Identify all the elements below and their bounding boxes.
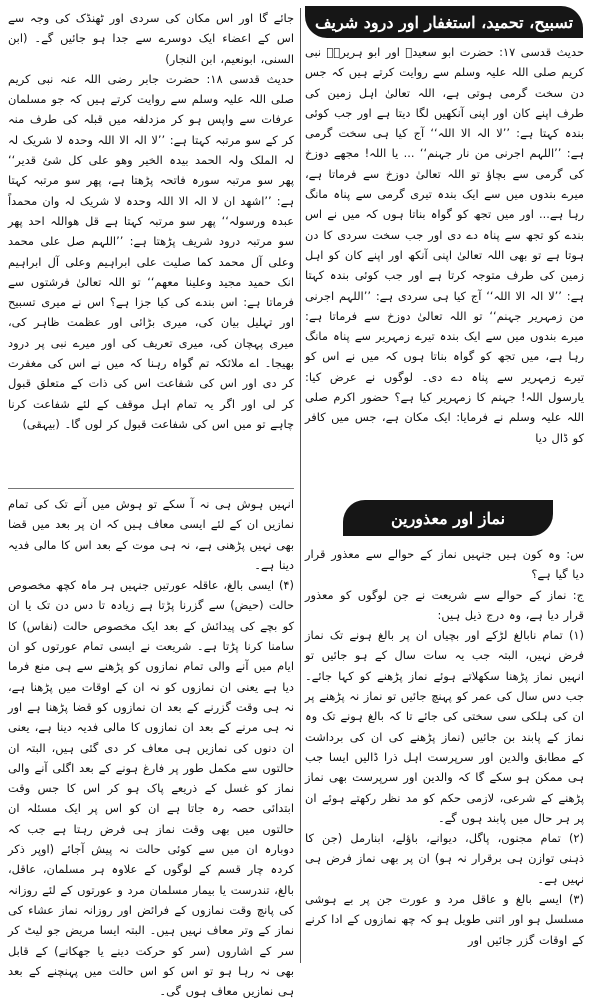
question-text: س: وہ کون ہیں جنہیں نماز کے حوالے سے معذور قرار دیا گیا ہے؟ (305, 547, 584, 582)
section-divider (8, 488, 294, 489)
item-2-insane: (۲) تمام مجنوں، پاگل، دیوانے، باؤلے، ابنارمل (جن کا ذہنی توازن ہی برقرار نہ ہو) ان پر بھی نماز فرض ہی نہیں ہے۔ (305, 831, 584, 886)
section-heading-tasbeeh (305, 6, 583, 38)
section-heading-text: نماز اور معذورین (390, 508, 506, 528)
item-3-unconscious: (۳) ایسے بالغ و عاقل مرد و عورت جن پر بے ہوشی مسلسل ہو اور اتنی طویل ہو کہ چھ نمازوں کے ادا کرنے کے اوقات گزر جائیں اور (305, 892, 584, 947)
hadith-17-paragraph: حدیث قدسی ۱۷: حضرت ابو سعیدؓ اور ابو ہریرہؓ نبی کریم صلی اللہ علیہ وسلم سے روایت کرتے ہیں کہ جس دن سخت گرمی ہوتی ہے، اللہ تعالیٰ اہل زمین کی طرف اپنے کان اور اپنی آنکھیں لگا دیتا ہے اور جب کوئی بندہ کہتا ہے: ’’لا الہ الا اللہ‘‘ آج کیا ہی سخت گرمی ہے: ’’اللہم اجرنی من نار جہنم‘‘ ... یا اللہ! مجھے دوزخ کی گرمی سے بچاؤ تو اللہ تعالیٰ دوزخ سے فرماتا ہے، میرے بندوں میں سے ایک بندہ تیری گرمی سے پناہ مانگ رہا ہے... اور میں تجھ کو گواہ بناتا ہوں کہ میں نے اس بندے کو تجھ سے پناہ دے دی اور جب سخت سردی کا دن ہوتا ہے تو بھی اللہ تعالیٰ اپنی آنکھ اور اپنے کان کو اہل زمین کی طرف متوجہ کرتا ہے اور جب کوئی بندہ کہتا ہے: ’’لا الہ الا اللہ‘‘ آج کیا ہی سردی ہے: ’’اللہم اجرنی من زمہریر جہنم‘‘ تو اللہ تعالیٰ دوزخ سے فرماتا ہے: میرے بندوں میں سے ایک بندہ تیرے زمہریر سے پناہ مانگ رہا ہے، میں تجھ کو گواہ بناتا ہوں کہ میں نے اس کو تیرے زمہریر سے پناہ دے دی۔ لوگوں نے عرض کیا: یارسول اللہ! جہنم کا زمہریر کیا ہے؟ حضور اکرم صلی اللہ علیہ وسلم نے فرمایا: ایک مکان ہے، جس میں کافر کو ڈال دیا (305, 45, 584, 445)
answer-intro: ج: نماز کے حوالے سے شریعت نے جن لوگوں کو معذور قرار دیا ہے، وہ درج ذیل ہیں: (305, 587, 584, 622)
section-heading-namaz (343, 500, 553, 536)
item-4-women: (۴) ایسی بالغ، عاقلہ عورتیں جنہیں ہر ماہ کچھ مخصوص حالت (حیض) سے گزرنا پڑتا ہے زیادہ تا دس دن تک یا ان کو بچے کی پیدائش کے بعد ایک مخصوص حالت (نفاس) کا سامنا کرنا پڑتا ہے۔ شریعت نے ایسی تمام عورتوں کو ان ایام میں آنے والی تمام نمازوں کو پڑھنے سے ہی منع فرما دیا ہے یعنی ان نمازوں کو نہ ان کے اوقات میں پڑھنا ہے، نہ ہی وقت گزرنے کے بعد ان نمازوں کو قضا پڑھنا ہے اور نہ ہی مرنے کے بعد ان نمازوں کا مالی فدیہ دینا ہے، یعنی ان دنوں کی نمازیں ہی معاف کر دی گئی ہیں، البتہ ان حالتوں سے مکمل طور پر فارغ ہونے کے بعد اگلی آنے والی نماز کو غسل کے ذریعے پاک ہو کر اس کا جس وقت ابتدائی حصہ رہ جاتا ہے ان کو اس پر ایک مسئلہ ان حالتوں میں بھی وقت نماز ہی فرض رہتا ہے جب کہ دوبارہ ان میں سے کوئی حالت نہ پیش آجائے (اوپر ذکر کردہ چار قسم کے لوگوں کے علاوہ ہر مسلمان، عاقل، بالغ، تندرست یا بیمار مسلمان مرد و عورتوں کے لئے روزانہ کی پانچ وقت نمازوں کے فرائض اور روزانہ نماز عشاء کی نماز کے وتر معاف نہیں ہیں۔ البتہ ایسا مریض جو لیٹ کر سر کے اشاروں (سر کو حرکت دینے یا جھکانے) کے قابل بھی نہ رہا ہو تو اس کو اس حالت میں پہنچنے کے بعد ہی نمازیں معاف ہوں گی۔ (8, 578, 294, 999)
left-column-top (8, 8, 294, 486)
hadith-17-ending: جائے گا اور اس مکان کی سردی اور ٹھنڈک کی وجہ سے اس کے اعضاء ایک دوسرے سے جدا ہو جائیں گے۔ (ابن السنی، ابونعیم، ابن النجار) (8, 11, 294, 66)
right-column-top (305, 42, 584, 488)
left-column-bottom (8, 494, 294, 999)
hadith-18-paragraph: حدیث قدسی ۱۸: حضرت جابر رضی اللہ عنہ نبی کریم صلی اللہ علیہ وسلم سے روایت کرتے ہیں کہ جو مسلمان عرفات سے واپس ہو کر مزدلفہ میں قبلہ کی طرف منہ کر کے سو مرتبہ کہتا ہے: ’’لا الہ الا اللہ وحدہ لا شریک لہ لہ الملک ولہ الحمد بیدہ الخیر وھو علی کل شیٔ قدیر‘‘ پھر سو مرتبہ سورہ فاتحہ پڑھتا ہے، پھر سو مرتبہ کہتا ہے: ’’اشھد ان لا الہ الا اللہ وحدہ لا شریک لہ وان محمداً عبدہ ورسولہ‘‘ پھر سو مرتبہ کہتا ہے قل ھواللہ احد پھر سو مرتبہ درود شریف پڑھتا ہے: ’’اللہم صل علی محمد وعلی آل محمد کما صلیت علی ابراہیم وعلی آل ابراہیم انک حمید مجید وعلینا معھم‘‘ تو اللہ تعالیٰ فرشتوں سے فرماتا ہے: اس بندے کی کیا جزا ہے؟ اس نے میری تسبیح اور تہلیل بیان کی، میری بڑائی اور عظمت ظاہر کی، میری پہچان کی، میری تعریف کی اور میرے نبی پر درود بھیجا۔ اے ملائکہ تم گواہ رہنا کہ میں نے اس کی مغفرت کر دی اور اس کی شفاعت اس کی ذات کے متعلق قبول کر لی اور اگر یہ تمام اہل موقف کے لئے شفاعت کرنا چاہے تو میں اس کی شفاعت قبول کر لوں گا۔ (بیہقی) (8, 71, 295, 431)
column-divider (300, 8, 301, 963)
right-column-bottom (305, 544, 584, 964)
section-heading-text: تسبیح، تحمید، استغفار اور درود شریف (314, 12, 574, 32)
item-3-continued: انہیں ہوش ہی نہ آ سکے تو ہوش میں آنے تک کی تمام نمازیں ان کے لئے ایسی معاف ہیں کہ ان پر بعد میں قضا بھی نہیں پڑھنی ہے، نہ ہی موت کے بعد اس کا مالی فدیہ دینا ہے۔ (8, 497, 294, 572)
item-1-minors: (۱) تمام نابالغ لڑکے اور بچیاں ان پر بالغ ہونے تک نماز فرض نہیں، البتہ جب یہ سات سال کے ہو جائیں تو انہیں نماز پڑھنا سکھلاتے ہوئے نماز پڑھنے کو کہا جائے۔ جب دس سال کی عمر کو پہنچ جائیں تو نماز نہ پڑھنے پر ان کی ہلکی سی سختی کی جائے تا کہ بالغ ہونے تک وہ نماز کے پابند بن جائیں (نماز پڑھنے کی ان کی برداشت کے مطابق والدین اور سرپرست اہل ذرا ڈالیں ایسا جب ہی ممکن ہو سکے گا کہ والدین اور سرپرست بھی نماز پڑھنے کے شرعی، لازمی حکم کو مد نظر رکھتے ہوئے ان پر ہر حال میں پابند ہوں گے۔ (305, 628, 584, 825)
